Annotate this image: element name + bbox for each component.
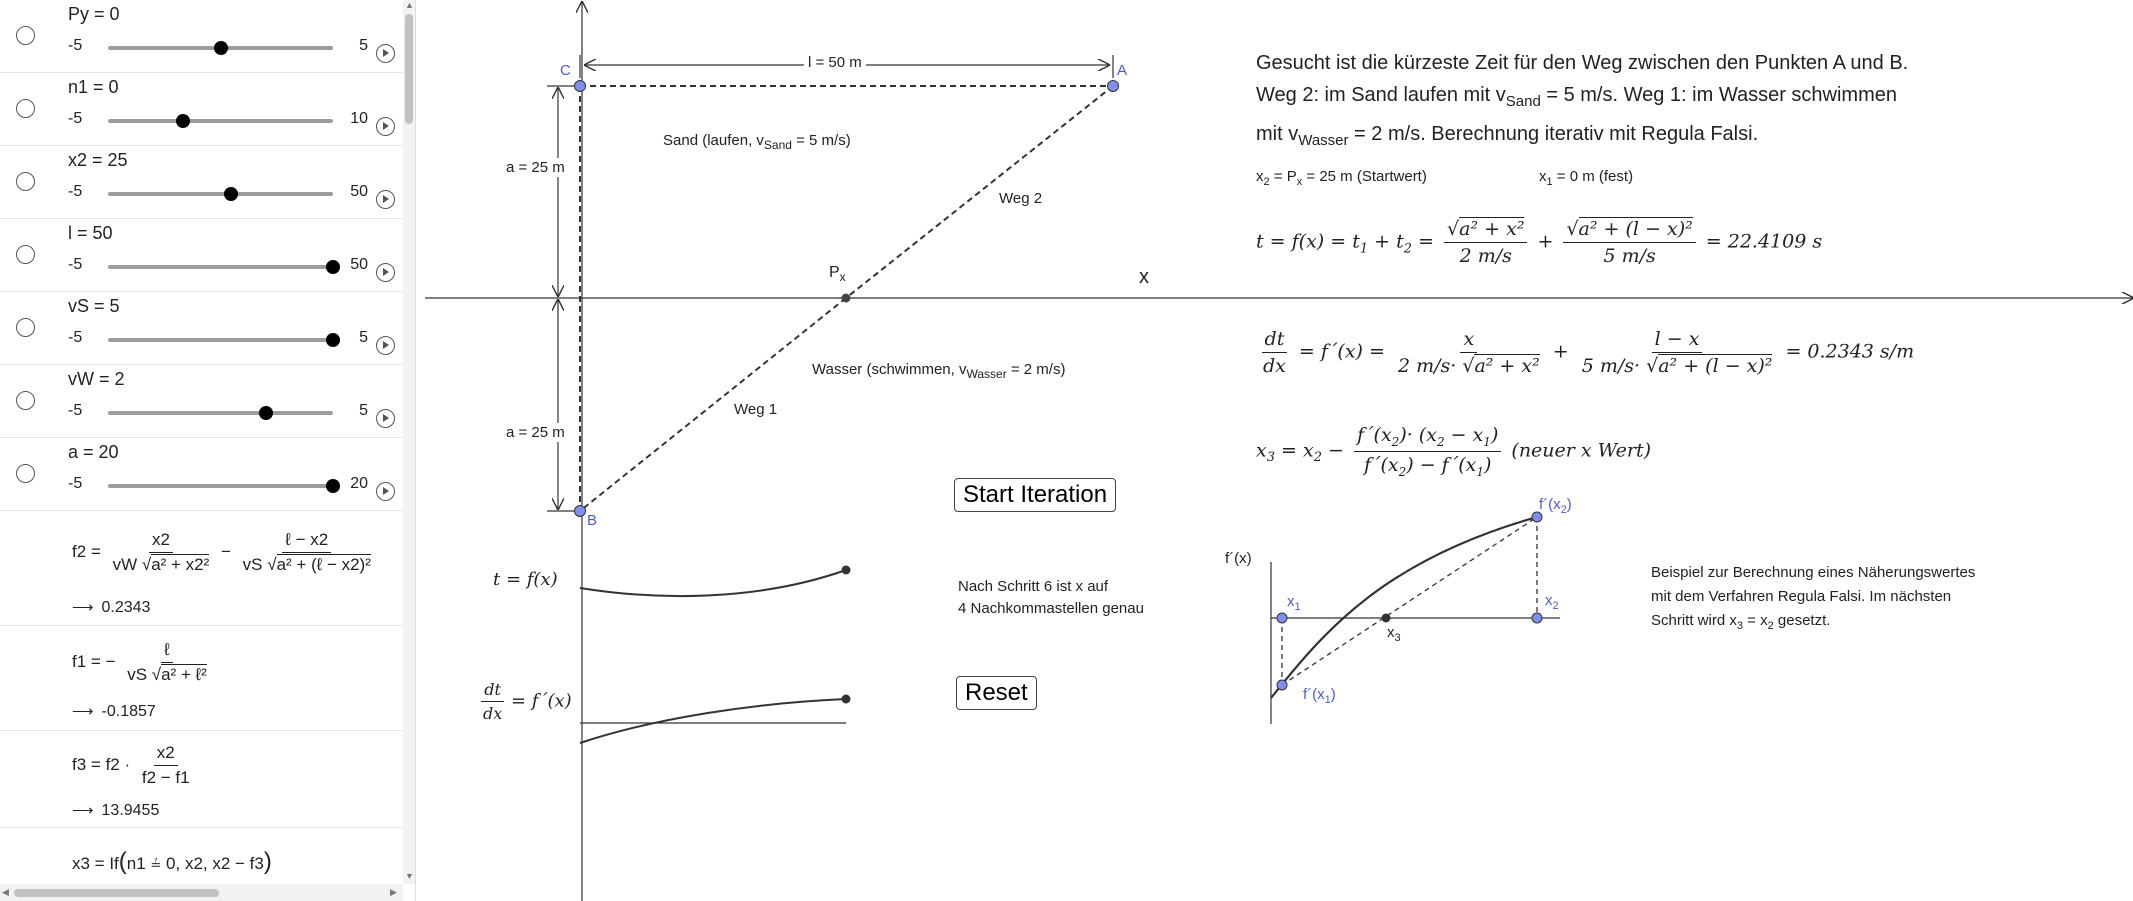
vertical-scroll-thumb[interactable] <box>405 14 413 124</box>
slider-track[interactable] <box>108 484 333 488</box>
visibility-toggle[interactable] <box>16 318 35 337</box>
slider-thumb[interactable] <box>176 114 190 128</box>
rf-label-x3: $x_3$ <box>1387 624 1401 644</box>
scroll-down-icon[interactable]: ▼ <box>405 871 414 881</box>
slider-row[interactable] <box>0 292 403 365</box>
slider-min: -5 <box>68 475 83 492</box>
slider-max: 20 <box>350 475 368 492</box>
play-icon[interactable] <box>376 482 395 501</box>
x3-iteration-formula: $x_3 = x_2$ − $\frac{f´(x_2)\cdot (x_2 - x_1)}{f´(x_2) - f´(x_1)}$ (neuer x Wert) <box>1256 424 1652 479</box>
slider-label: x2 = 25 <box>68 150 128 170</box>
expression-f1[interactable] <box>0 626 403 731</box>
x1-fest: $x_1 = 0$ m (fest) <box>1539 168 1634 188</box>
play-icon[interactable] <box>376 117 395 136</box>
slider-label: a = 20 <box>68 442 119 462</box>
rf-label-fx1: $f´(x_1)$ <box>1303 686 1336 706</box>
slider-row[interactable] <box>0 0 403 73</box>
play-icon[interactable] <box>376 336 395 355</box>
t-curve-label: t = f(x) <box>493 569 558 590</box>
x2-startwert: $x_2 = P_x = 25$ m (Startwert) <box>1256 168 1427 188</box>
slider-track[interactable] <box>108 411 333 415</box>
t-formula: $t = f(x) = t_1 + t_2$ = $\frac{\text{√a² + x²}}{2 m/s}$ + $\frac{\text{√a² + (l − x)²}}{5 m/s}$ = 22.4109 s <box>1256 218 1823 267</box>
slider-thumb[interactable] <box>259 406 273 420</box>
slider-max: 5 <box>359 402 368 419</box>
rf-point-fx1[interactable] <box>1277 680 1287 690</box>
f2-formula: f2 = $\frac{x2}{\text{vW √a² + x2²}}$ − $\frac{\text{ℓ − x2}}{\text{vS √a² + (ℓ − x2)²}}$ <box>72 530 371 574</box>
f1-lhs: f1 = <box>72 651 101 671</box>
scroll-right-icon[interactable]: ▶ <box>390 887 397 897</box>
rf-point-x2[interactable] <box>1532 613 1542 623</box>
description: Gesucht ist die kürzeste Zeit für den Weg zwischen den Punkten A und B. Weg 2: im Sand laufen mit $v_{Sand} = 5$ m/s. Weg 1: im Wasser schwimmen mit $v_{Wasser} = 2$ m/s. Berechnung iterativ mit Regula Falsi. <box>1256 52 1909 149</box>
scroll-up-icon[interactable]: ▲ <box>405 0 414 10</box>
iteration-note: Nach Schritt 6 ist x auf 4 Nachkommastellen genau <box>958 578 1144 617</box>
sand-label: Sand (laufen, $v_{Sand} = 5$ m/s) <box>663 132 851 152</box>
slider-track[interactable] <box>108 119 333 123</box>
slider-min: -5 <box>68 402 83 419</box>
expression-f3[interactable] <box>0 731 403 828</box>
rf-axis-label: f´(x) <box>1225 550 1252 567</box>
slider-min: -5 <box>68 183 83 200</box>
slider-track[interactable] <box>108 192 333 196</box>
x3-formula: x3 = If(n1 ≟ 0, x2, x2 − f3) <box>72 848 272 875</box>
visibility-toggle[interactable] <box>16 172 35 191</box>
vertical-scrollbar[interactable] <box>403 0 415 884</box>
slider-max: 5 <box>359 37 368 54</box>
visibility-toggle[interactable] <box>16 26 35 45</box>
slider-min: -5 <box>68 110 83 127</box>
f2-result: ⟶ 0.2343 <box>72 599 151 616</box>
dim-l-label: l = 50 m <box>804 54 866 71</box>
wasser-label: Wasser (schwimmen, $v_{Wasser} = 2$ m/s) <box>812 361 1066 381</box>
slider-label: n1 = 0 <box>68 77 119 97</box>
slider-max: 50 <box>350 256 368 273</box>
play-icon[interactable] <box>376 263 395 282</box>
graphics-view[interactable] <box>425 0 2133 901</box>
visibility-toggle[interactable] <box>16 464 35 483</box>
derivative-formula: $\frac{dt}{dx}$ = f´(x) = $\frac{x}{\text{2 m/s· √a² + x²}}$ + $\frac{l - x}{\text{5 m/s· √a² + (l − x)²}}$ = 0.2343 s/m <box>1263 328 1915 377</box>
f3-result: ⟶ 13.9455 <box>72 802 160 819</box>
scroll-left-icon[interactable]: ◀ <box>2 887 9 897</box>
slider-row[interactable] <box>0 219 403 292</box>
f2-lhs: f2 = <box>72 541 101 561</box>
t-curve <box>580 570 846 596</box>
rf-label-x2: $x_2$ <box>1545 592 1559 612</box>
algebra-view <box>0 0 416 901</box>
weg1-label: Weg 1 <box>734 401 778 418</box>
horizontal-scrollbar[interactable] <box>0 884 403 901</box>
weg1-line <box>580 298 846 511</box>
regula-falsi-note: Beispiel zur Berechnung eines Näherungswertes mit dem Verfahren Regula Falsi. Im nächsten Schritt wird $x_3 = x_2$ gesetzt. <box>1651 564 1976 632</box>
point-B[interactable] <box>575 506 586 517</box>
slider-max: 50 <box>350 183 368 200</box>
rf-secant <box>1282 517 1537 685</box>
f1-formula: f1 = − $\frac{\text{ℓ}}{\text{vS √a² + ℓ²}}$ <box>72 640 207 684</box>
slider-label: vS = 5 <box>68 296 120 316</box>
slider-thumb[interactable] <box>224 187 238 201</box>
weg2-label: Weg 2 <box>999 190 1043 207</box>
rf-point-x3 <box>1382 614 1391 623</box>
slider-min: -5 <box>68 256 83 273</box>
point-C[interactable] <box>575 81 586 92</box>
slider-thumb[interactable] <box>326 479 340 493</box>
slider-row[interactable] <box>0 365 403 438</box>
algebra-list <box>0 0 403 884</box>
slider-row[interactable] <box>0 146 403 219</box>
dim-a-top-label: a = 25 m <box>506 159 565 176</box>
expression-x3[interactable] <box>0 828 403 884</box>
slider-track[interactable] <box>108 338 333 342</box>
slider-row[interactable] <box>0 438 403 511</box>
rf-point-x1[interactable] <box>1277 613 1287 623</box>
slider-label: l = 50 <box>68 223 113 243</box>
label-B: B <box>587 512 598 529</box>
slider-max: 10 <box>350 110 368 127</box>
expression-f2[interactable] <box>0 510 403 626</box>
f3-formula: f3 = f2 · $\frac{x2}{f2 - f1}$ <box>72 743 190 787</box>
play-icon[interactable] <box>376 44 395 63</box>
play-icon[interactable] <box>376 409 395 428</box>
x-axis-label: x <box>1139 266 1149 288</box>
slider-track[interactable] <box>108 265 333 269</box>
play-icon[interactable] <box>376 190 395 209</box>
slider-min: -5 <box>68 329 83 346</box>
slider-thumb[interactable] <box>326 260 340 274</box>
derivative-endpoint <box>842 695 851 704</box>
weg2-line <box>846 86 1113 298</box>
slider-max: 5 <box>359 329 368 346</box>
reset-button[interactable]: Reset <box>956 676 1037 710</box>
derivative-curve <box>580 699 846 743</box>
visibility-toggle[interactable] <box>16 245 35 264</box>
visibility-toggle[interactable] <box>16 391 35 410</box>
f1-result: ⟶ -0.1857 <box>72 703 156 720</box>
label-A: A <box>1117 62 1128 79</box>
rf-label-fx2: $f´(x_2)$ <box>1539 496 1572 516</box>
label-Px: $P_x$ <box>829 264 846 285</box>
x3-lhs: x3 = <box>72 854 105 873</box>
point-Px[interactable] <box>842 294 851 303</box>
point-A[interactable] <box>1108 81 1119 92</box>
f3-lhs: f3 = <box>72 754 101 774</box>
horizontal-scroll-thumb[interactable] <box>14 889 219 897</box>
slider-label: Py = 0 <box>68 4 120 24</box>
t-curve-endpoint <box>842 566 851 575</box>
slider-min: -5 <box>68 37 83 54</box>
dim-a-bottom-label: a = 25 m <box>506 424 565 441</box>
derivative-label: $\frac{dt}{dx}$ = f´(x) <box>483 680 572 723</box>
slider-thumb[interactable] <box>214 41 228 55</box>
rf-curve <box>1271 517 1537 698</box>
slider-label: vW = 2 <box>68 369 125 389</box>
slider-thumb[interactable] <box>326 333 340 347</box>
start-iteration-button[interactable]: Start Iteration <box>954 478 1116 512</box>
slider-row[interactable] <box>0 73 403 146</box>
label-C: C <box>560 62 571 79</box>
visibility-toggle[interactable] <box>16 99 35 118</box>
rf-label-x1: $x_1$ <box>1287 593 1301 613</box>
